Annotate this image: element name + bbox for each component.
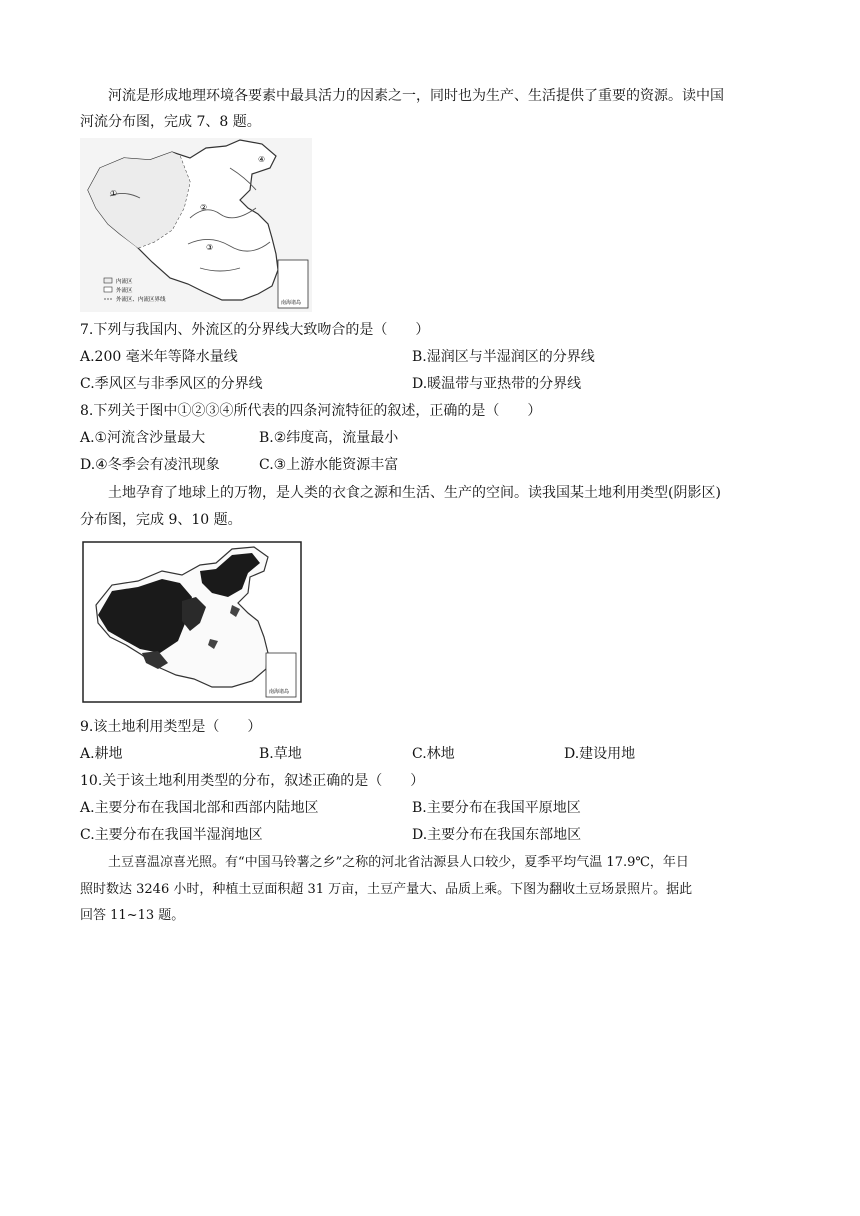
question-9-option-a[interactable]: A.耕地 — [80, 746, 123, 762]
svg-text:外流区: 外流区 — [116, 288, 133, 294]
question-9-option-b[interactable]: B.草地 — [259, 746, 302, 762]
question-10-option-b[interactable]: B.主要分布在我国平原地区 — [412, 800, 581, 816]
question-8-option-d[interactable]: D.④冬季会有凌汛现象 — [80, 457, 220, 473]
question-8-stem: 8.下列关于图中①②③④所代表的四条河流特征的叙述，正确的是（ ） — [80, 403, 542, 419]
intro-paragraph-1-line-1: 河流是形成地理环境各要素中最具活力的因素之一，同时也为生产、生活提供了重要的资源。读中国 — [108, 88, 724, 104]
intro-paragraph-3-line-2: 照时数达 3246 小时，种植土豆面积超 31 万亩，土豆产量大、品质上乘。下图为翻收土豆场景照片。据此 — [80, 882, 693, 897]
svg-text:外流区、内流区界线: 外流区、内流区界线 — [116, 297, 166, 303]
river-label-4: ④ — [258, 155, 266, 164]
question-8-option-c[interactable]: C.③上游水能资源丰富 — [259, 457, 399, 473]
question-7-option-d[interactable]: D.暖温带与亚热带的分界线 — [412, 376, 582, 392]
question-9-stem: 9.该土地利用类型是（ ） — [80, 719, 262, 735]
river-label-2: ② — [200, 203, 208, 212]
intro-paragraph-3-line-1: 土豆喜温凉喜光照。有“中国马铃薯之乡”之称的河北省沽源县人口较少，夏季平均气温 17.9℃，年日 — [108, 855, 689, 870]
question-10-stem: 10.关于该土地利用类型的分布，叙述正确的是（ ） — [80, 773, 425, 789]
intro-paragraph-3-line-3: 回答 11~13 题。 — [80, 908, 185, 923]
intro-paragraph-2-line-2: 分布图，完成 9、10 题。 — [80, 512, 242, 528]
question-10-option-d[interactable]: D.主要分布在我国东部地区 — [412, 827, 582, 843]
question-9-option-d[interactable]: D.建设用地 — [564, 746, 636, 762]
question-7-stem: 7.下列与我国内、外流区的分界线大致吻合的是（ ） — [80, 322, 430, 338]
svg-text:南海诸岛: 南海诸岛 — [269, 689, 290, 695]
question-7-option-c[interactable]: C.季风区与非季风区的分界线 — [80, 376, 263, 392]
question-7-option-b[interactable]: B.湿润区与半湿润区的分界线 — [412, 349, 595, 365]
svg-text:内流区: 内流区 — [116, 279, 133, 285]
river-label-1: ① — [110, 189, 118, 198]
intro-paragraph-2-line-1: 土地孕育了地球上的万物，是人类的衣食之源和生活、生产的空间。读我国某土地利用类型(阴影区) — [108, 485, 721, 501]
question-10-option-a[interactable]: A.主要分布在我国北部和西部内陆地区 — [80, 800, 319, 816]
question-10-option-c[interactable]: C.主要分布在我国半湿润地区 — [80, 827, 263, 843]
question-8-option-b[interactable]: B.②纬度高，流量最小 — [259, 430, 399, 446]
china-river-map — [80, 138, 312, 312]
question-9-option-c[interactable]: C.林地 — [412, 746, 455, 762]
question-8-option-a[interactable]: A.①河流含沙量最大 — [80, 430, 206, 446]
land-use-map — [82, 541, 302, 703]
river-label-3: ③ — [206, 243, 214, 252]
intro-paragraph-1-line-2: 河流分布图，完成 7、8 题。 — [80, 114, 261, 130]
question-7-option-a[interactable]: A.200 毫米年等降水量线 — [80, 349, 238, 365]
svg-text:南海诸岛: 南海诸岛 — [281, 300, 302, 306]
